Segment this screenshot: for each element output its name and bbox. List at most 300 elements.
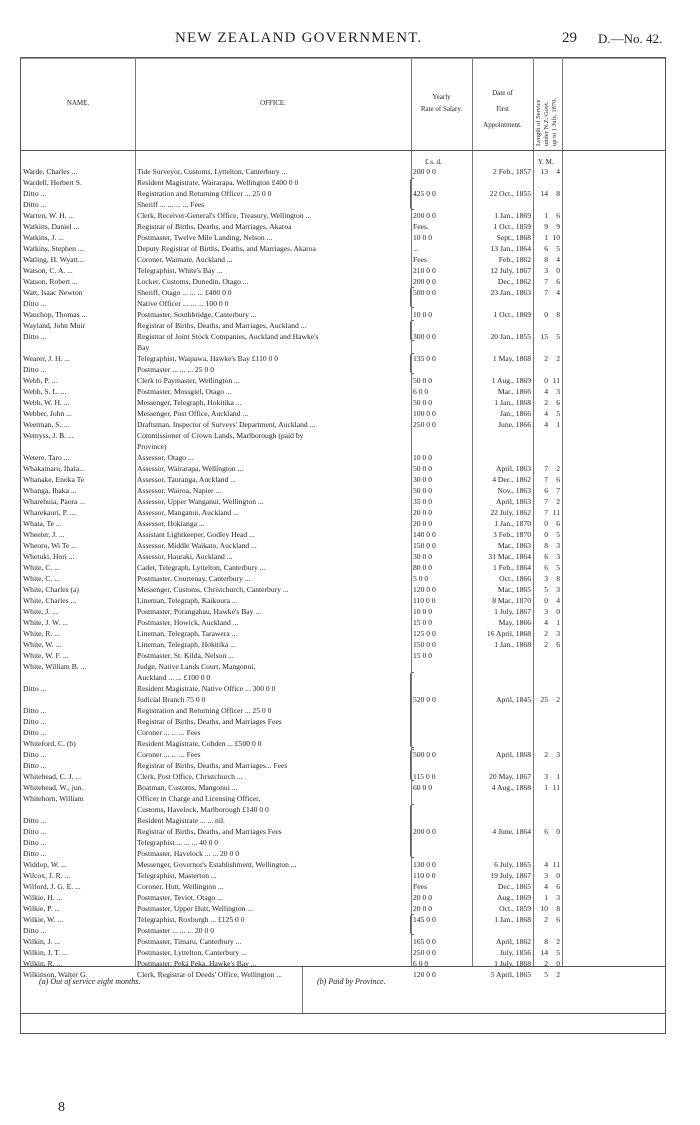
cell-office: Telegraphist ... ... ... 40 0 0 — [137, 838, 219, 847]
cell-months: 3 — [556, 750, 560, 759]
cell-name: Whitehorn, William — [23, 794, 84, 803]
cell-name: Ditto ... — [23, 838, 47, 847]
cell-date: May, 1866 — [498, 618, 531, 627]
cell-date: 1 Oct., 1859 — [493, 222, 531, 231]
cell-name: Watkins, Stephen ... — [23, 244, 84, 253]
cell-salary: 50 0 0 — [413, 464, 432, 473]
cell-date: 4 Aug., 1868 — [491, 783, 531, 792]
cell-name: Ditto ... — [23, 200, 47, 209]
cell-date: 1 Jan., 1868 — [494, 398, 531, 407]
table-row — [21, 540, 665, 551]
cell-years: 6 — [544, 486, 548, 495]
cell-salary: 30 0 0 — [413, 552, 432, 561]
table-row — [21, 826, 665, 837]
table-row — [21, 914, 665, 925]
cell-office: Clerk to Paymaster, Wellington ... — [137, 376, 240, 385]
units-time: Y. M. — [538, 158, 554, 166]
table-row — [21, 617, 665, 628]
cell-salary: 20 0 0 — [413, 904, 432, 913]
cell-name: Whiteford, C. (b) — [23, 739, 76, 748]
table-row — [21, 496, 665, 507]
table-row — [21, 320, 665, 331]
cell-months: 0 — [556, 266, 560, 275]
cell-years: 2 — [544, 640, 548, 649]
cell-years: 2 — [544, 915, 548, 924]
cell-date: 6 July, 1865 — [494, 860, 531, 869]
cell-date: April, 1862 — [495, 937, 531, 946]
cell-salary: Fees — [413, 882, 427, 891]
table-row — [21, 661, 665, 672]
cell-date: 13 Jan., 1864 — [490, 244, 531, 253]
cell-years: 7 — [544, 475, 548, 484]
cell-salary: 20 0 0 — [413, 508, 432, 517]
cell-name: Wilkin, R. ... — [23, 959, 63, 968]
cell-date: 1 Jan., 1868 — [494, 915, 531, 924]
cell-office: Tide Surveyor, Customs, Lyttelton, Canterbury ... — [137, 167, 288, 176]
cell-name: Wheoro, Wi Te ... — [23, 541, 77, 550]
cell-months: 2 — [556, 354, 560, 363]
cell-salary: 15 0 0 — [413, 618, 432, 627]
table-row — [21, 837, 665, 848]
cell-years: 0 — [544, 530, 548, 539]
cell-months: 4 — [556, 596, 560, 605]
cell-name: White, William B. ... — [23, 662, 87, 671]
cell-months: 8 — [556, 310, 560, 319]
table-row — [21, 364, 665, 375]
cell-office: Assessor, Upper Wanganui, Wellington ... — [137, 497, 264, 506]
cell-office: Sheriff, Otago ... ... ... £400 0 0 — [137, 288, 232, 297]
cell-name: Webber, John ... — [23, 409, 72, 418]
cell-date: April, 1863 — [495, 497, 531, 506]
cell-months: 3 — [556, 585, 560, 594]
cell-date: Mar., 1863 — [497, 541, 531, 550]
cell-office: Coroner ... ... ... Fees — [137, 728, 201, 737]
cell-salary: 425 0 0 — [413, 189, 436, 198]
cell-months: 5 — [556, 530, 560, 539]
cell-date: 5 April, 1865 — [490, 970, 531, 979]
cell-name: Watson, C. A. ... — [23, 266, 73, 275]
cell-name: White, R. ... — [23, 629, 60, 638]
table-row — [21, 848, 665, 859]
cell-name: White, J. ... — [23, 607, 58, 616]
cell-years: 1 — [544, 211, 548, 220]
table-row — [21, 419, 665, 430]
cell-years: 2 — [544, 750, 548, 759]
cell-months: 6 — [556, 519, 560, 528]
cell-months: 3 — [556, 552, 560, 561]
table-row — [21, 430, 665, 441]
cell-name: Whitehead, C. J. ... — [23, 772, 81, 781]
cell-office: Judge, Native Lands Court, Mangonui, — [137, 662, 256, 671]
cell-years: 7 — [544, 508, 548, 517]
cell-name: Whanake, Enoka Te — [23, 475, 85, 484]
cell-salary: Fees. — [413, 222, 429, 231]
cell-date: April, 1845 — [495, 695, 531, 704]
cell-name: Ditto ... — [23, 728, 47, 737]
cell-months: 0 — [556, 607, 560, 616]
cell-office: Registrar of Joint Stock Companies, Auckland and Hawke's — [137, 332, 319, 341]
table-row — [21, 947, 665, 958]
cell-date: Nov., 1863 — [497, 486, 531, 495]
cell-salary: 125 0 0 — [413, 629, 436, 638]
column-header-date-2: First — [496, 105, 509, 113]
cell-months: 3 — [556, 541, 560, 550]
cell-salary: 110 0 0 — [413, 596, 436, 605]
document-title: NEW ZEALAND GOVERNMENT. — [175, 30, 423, 46]
table-row — [21, 232, 665, 243]
cell-date: 16 April, 1868 — [486, 629, 531, 638]
cell-date: 1 May, 1868 — [492, 354, 531, 363]
cell-months: 2 — [556, 695, 560, 704]
cell-name: Ditto ... — [23, 706, 47, 715]
cell-date: 1 Oct., 1869 — [493, 310, 531, 319]
cell-salary: 200 0 0 — [413, 827, 436, 836]
cell-office: Lineman, Telegraph, Kaikoura ... — [137, 596, 238, 605]
cell-months: 10 — [552, 233, 560, 242]
table-row — [21, 342, 665, 353]
cell-months: 3 — [556, 629, 560, 638]
cell-months: 2 — [556, 970, 560, 979]
cell-name: Wayland, John Muir — [23, 321, 86, 330]
cell-name: Wilkie, P. ... — [23, 904, 61, 913]
cell-years: 2 — [544, 354, 548, 363]
cell-months: 5 — [556, 332, 560, 341]
cell-years: 0 — [544, 310, 548, 319]
cell-name: White, Charles (a) — [23, 585, 79, 594]
cell-date: 22 July, 1862 — [490, 508, 531, 517]
cell-months: 3 — [556, 387, 560, 396]
cell-salary: 520 0 0 — [413, 695, 436, 704]
cell-office: Telegraphist, Masterton ... — [137, 871, 217, 880]
cell-name: Whakamaru, Ihaia... — [23, 464, 85, 473]
table-row — [21, 639, 665, 650]
cell-office: Postmaster ... ... ... 20 0 0 — [137, 926, 214, 935]
page-number-bottom: 8 — [58, 1100, 65, 1115]
table-row — [21, 265, 665, 276]
cell-name: Webb, P. ... — [23, 376, 58, 385]
cell-office: Postmaster, Upper Hutt, Wellington ... — [137, 904, 254, 913]
cell-months: 6 — [556, 475, 560, 484]
cell-name: Ditto ... — [23, 827, 47, 836]
cell-office: Telegraphist, Waipawa, Hawke's Bay £110 0 0 — [137, 354, 279, 363]
cell-name: Ditto ... — [23, 189, 47, 198]
cell-months: 4 — [556, 255, 560, 264]
cell-office: Coroner, Waimate, Auckland ... — [137, 255, 233, 264]
cell-date: Jan., 1866 — [499, 409, 531, 418]
cell-months: 6 — [556, 211, 560, 220]
cell-salary: 130 0 0 — [413, 860, 436, 869]
cell-name: Wilkin, J. T. ... — [23, 948, 68, 957]
table-row — [21, 573, 665, 584]
cell-name: Wharekauri, P. ... — [23, 508, 76, 517]
column-header-date-3: Appointment. — [483, 121, 522, 129]
cell-date: April, 1868 — [495, 750, 531, 759]
table-row — [21, 672, 665, 683]
cell-name: Wilkin, J. ... — [23, 937, 61, 946]
cell-salary: 50 0 0 — [413, 486, 432, 495]
cell-office: Assessor, Hokianga ... — [137, 519, 205, 528]
cell-months: 1 — [556, 618, 560, 627]
cell-months: 11 — [552, 783, 560, 792]
cell-date: Aug., 1869 — [497, 893, 531, 902]
table-row — [21, 441, 665, 452]
cell-office: Postmaster, Southbridge, Canterbury ... — [137, 310, 257, 319]
cell-years: 14 — [540, 948, 548, 957]
table-row — [21, 606, 665, 617]
cell-name: Ditto ... — [23, 299, 47, 308]
cell-salary: 110 0 0 — [413, 871, 436, 880]
table-row — [21, 903, 665, 914]
cell-years: 1 — [544, 893, 548, 902]
cell-office: Telegraphist, Roxburgh ... £125 0 0 — [137, 915, 245, 924]
cell-name: Watling, H. Wyatt... — [23, 255, 84, 264]
table-row — [21, 199, 665, 210]
cell-name: Whitehead, W., jun. — [23, 783, 84, 792]
cell-salary: 30 0 0 — [413, 475, 432, 484]
table-row — [21, 254, 665, 265]
table-row — [21, 386, 665, 397]
table-row — [21, 694, 665, 705]
cell-name: Ditto ... — [23, 816, 47, 825]
cell-office: Assessor, Manganui, Auckland ... — [137, 508, 239, 517]
cell-name: Ditto ... — [23, 684, 47, 693]
cell-months: 0 — [556, 959, 560, 968]
cell-salary: 10 0 0 — [413, 607, 432, 616]
cell-years: 4 — [544, 409, 548, 418]
cell-office: Native Officer ... ... ... 100 0 0 — [137, 299, 229, 308]
footnote-divider — [302, 967, 303, 1013]
cell-date: 1 Jan., 1869 — [494, 211, 531, 220]
cell-date: 19 July, 1867 — [490, 871, 531, 880]
cell-salary: 10 0 0 — [413, 310, 432, 319]
cell-years: 6 — [544, 552, 548, 561]
cell-office: Lineman, Telegraph, Hokitika ... — [137, 640, 236, 649]
cell-office: Resident Magistrate, Cobden ... £500 0 0 — [137, 739, 262, 748]
cell-name: Watkins, J. ... — [23, 233, 64, 242]
cell-name: White, Charles ... — [23, 596, 77, 605]
page-number-top: 29 — [562, 30, 577, 46]
cell-date: April, 1863 — [495, 464, 531, 473]
cell-office: Postmaster, Lyttelton, Canterbury ... — [137, 948, 247, 957]
cell-years: 7 — [544, 288, 548, 297]
cell-salary: 200 0 0 — [413, 167, 436, 176]
table-row — [21, 936, 665, 947]
cell-name: Wearer, J. H. ... — [23, 354, 70, 363]
cell-name: Wheeler, J. ... — [23, 530, 65, 539]
cell-salary: 35 0 0 — [413, 497, 432, 506]
table-row — [21, 474, 665, 485]
table-row — [21, 705, 665, 716]
cell-salary: 5 0 0 — [413, 574, 429, 583]
cell-office: Postmaster ... ... ... 25 0 0 — [137, 365, 214, 374]
cell-date: 8 Mar., 1870 — [492, 596, 531, 605]
cell-years: 10 — [540, 904, 548, 913]
cell-salary: 500 0 0 — [413, 288, 436, 297]
units-money: £ s. d. — [425, 158, 442, 166]
cell-office: Messenger, Customs, Christchurch, Canterbury ... — [137, 585, 289, 594]
cell-name: Widdop, W. ... — [23, 860, 67, 869]
cell-salary: 20 0 0 — [413, 519, 432, 528]
cell-office: Clerk, Registrar of Deeds' Office, Wellington ... — [137, 970, 282, 979]
cell-name: White, W. F. ... — [23, 651, 69, 660]
cell-office: Province) — [137, 442, 167, 451]
cell-office: Assessor, Middle Waikato, Auckland ... — [137, 541, 257, 550]
column-header-salary-1: Yearly — [432, 93, 451, 101]
cell-name: White, C. ... — [23, 574, 60, 583]
cell-name: Wharehuia, Paora ... — [23, 497, 85, 506]
cell-months: 6 — [556, 640, 560, 649]
cell-months: 2 — [556, 937, 560, 946]
cell-name: Warren, W. H. ... — [23, 211, 75, 220]
cell-office: Postmaster, Havelock ... ... 20 0 0 — [137, 849, 239, 858]
table-row — [21, 650, 665, 661]
cell-months: 2 — [556, 497, 560, 506]
cell-office: Postmaster, St. Kilda, Nelson ... — [137, 651, 234, 660]
cell-office: Registrar of Births, Deaths, and Marriages Fees — [137, 827, 282, 836]
cell-salary: 6 0 0 — [413, 959, 429, 968]
cell-name: Watkins, Daniel ... — [23, 222, 80, 231]
cell-office: Assessor, Wairoa, Napier ... — [137, 486, 222, 495]
cell-office: Postmaster, Teviot, Otago ... — [137, 893, 223, 902]
cell-salary: 200 0 0 — [413, 211, 436, 220]
cell-months: 1 — [556, 420, 560, 429]
cell-office: Postmaster, Porangahau, Hawke's Bay ... — [137, 607, 262, 616]
cell-office: Assistant Lightkeeper, Godley Head ... — [137, 530, 255, 539]
cell-office: Postmaster, Twelve Mile Landing, Nelson ... — [137, 233, 273, 242]
cell-months: 11 — [552, 376, 560, 385]
table-row — [21, 815, 665, 826]
cell-office: Locker, Customs, Dunedin, Otago ... — [137, 277, 249, 286]
table-row — [21, 716, 665, 727]
cell-months: 8 — [556, 904, 560, 913]
cell-name: Wardell, Herbert S. — [23, 178, 82, 187]
table-row — [21, 397, 665, 408]
column-header-date-1: Date of — [492, 89, 513, 97]
cell-date: Oct., 1866 — [499, 574, 531, 583]
cell-years: 4 — [544, 882, 548, 891]
cell-years: 3 — [544, 607, 548, 616]
cell-years: 7 — [544, 464, 548, 473]
table-row — [21, 782, 665, 793]
cell-office: Messenger, Telegraph, Hokitika ... — [137, 398, 242, 407]
cell-office: Boatman, Customs, Mangonui ... — [137, 783, 238, 792]
cell-name: White, C. ... — [23, 563, 60, 572]
table-row — [21, 760, 665, 771]
cell-years: 2 — [544, 629, 548, 638]
cell-date: 22 Oct., 1855 — [489, 189, 531, 198]
cell-office: Messenger, Post Office, Auckland ... — [137, 409, 249, 418]
column-header-office: OFFICE. — [260, 99, 286, 107]
table-row — [21, 166, 665, 177]
cell-date: 1 Jan., 1870 — [494, 519, 531, 528]
cell-salary: 250 0 0 — [413, 420, 436, 429]
cell-salary: 60 0 0 — [413, 783, 432, 792]
table-row — [21, 463, 665, 474]
cell-office: Commissioner of Crown Lands, Marlborough (paid by — [137, 431, 304, 440]
cell-date: 20 May, 1867 — [489, 772, 531, 781]
cell-years: 8 — [544, 937, 548, 946]
cell-office: Postmaster, Courtenay, Canterbury ... — [137, 574, 251, 583]
cell-years: 6 — [544, 827, 548, 836]
cell-office: Postmaster, Timaru, Canterbury ... — [137, 937, 242, 946]
cell-years: 5 — [544, 970, 548, 979]
cell-years: 3 — [544, 772, 548, 781]
cell-months: 5 — [556, 409, 560, 418]
cell-name: Wilkie, W. ... — [23, 915, 63, 924]
table-row — [21, 628, 665, 639]
cell-months: 6 — [556, 882, 560, 891]
table-row — [21, 562, 665, 573]
cell-years: 8 — [544, 541, 548, 550]
cell-years: 14 — [540, 189, 548, 198]
cell-date: 12 July, 1867 — [490, 266, 531, 275]
table-row — [21, 518, 665, 529]
cell-date: 2 Feb., 1857 — [493, 167, 531, 176]
cell-office: Postmaster, Howick, Auckland ... — [137, 618, 239, 627]
table-row — [21, 375, 665, 386]
cell-office: Postmaster, Peka Peka, Hawke's Bay ... — [137, 959, 257, 968]
footnotes — [21, 966, 665, 1014]
cell-date: Mar., 1866 — [497, 387, 531, 396]
cell-salary: 115 0 0 — [413, 772, 436, 781]
cell-salary: 145 0 0 — [413, 915, 436, 924]
column-header-service-2: under N.Z. Govt. — [543, 101, 550, 146]
cell-name: Whetuki, Hori ... — [23, 552, 75, 561]
table-row — [21, 353, 665, 364]
cell-name: Weetman, S. ... — [23, 420, 69, 429]
cell-years: 4 — [544, 387, 548, 396]
cell-salary: 20 0 0 — [413, 893, 432, 902]
cell-date: 23 Jan., 1863 — [490, 288, 531, 297]
table-row — [21, 595, 665, 606]
cell-name: Whata, Te ... — [23, 519, 62, 528]
cell-years: 5 — [544, 585, 548, 594]
cell-office: Bay — [137, 343, 150, 352]
cell-salary: 150 0 0 — [413, 541, 436, 550]
table-row — [21, 287, 665, 298]
cell-name: Ditto ... — [23, 365, 47, 374]
cell-name: Wemyss, J. B. ... — [23, 431, 74, 440]
cell-office: Deputy Registrar of Births, Deaths, and Marriages, Akaroa — [137, 244, 316, 253]
cell-salary: ... — [413, 244, 419, 253]
table-row — [21, 859, 665, 870]
table-row — [21, 551, 665, 562]
cell-name: White, J. W. ... — [23, 618, 68, 627]
cell-name: White, W. ... — [23, 640, 62, 649]
cell-salary: 500 0 0 — [413, 750, 436, 759]
cell-months: 0 — [556, 871, 560, 880]
cell-years: 7 — [544, 497, 548, 506]
table-row — [21, 529, 665, 540]
cell-office: Assessor, Wairarapa, Wellington ... — [137, 464, 244, 473]
rule-header-bottom — [21, 150, 665, 151]
cell-office: Officer in Charge and Licensing Officer, — [137, 794, 261, 803]
cell-years: 1 — [544, 783, 548, 792]
cell-salary: 200 0 0 — [413, 277, 436, 286]
cell-office: Registrar of Births, Deaths, and Marriages, Auckland ... — [137, 321, 307, 330]
cell-office: Resident Magistrate ... ... nil. — [137, 816, 225, 825]
cell-office: Registration and Returning Officer ... 25 0 0 — [137, 189, 272, 198]
column-header-name: NAME. — [66, 99, 90, 107]
cell-months: 6 — [556, 398, 560, 407]
cell-date: 4 June, 1864 — [492, 827, 531, 836]
cell-salary: 50 0 0 — [413, 376, 432, 385]
table-row — [21, 738, 665, 749]
cell-years: 25 — [540, 695, 548, 704]
table-row — [21, 309, 665, 320]
footnote-b: (b) Paid by Province. — [317, 977, 386, 986]
cell-months: 5 — [556, 563, 560, 572]
